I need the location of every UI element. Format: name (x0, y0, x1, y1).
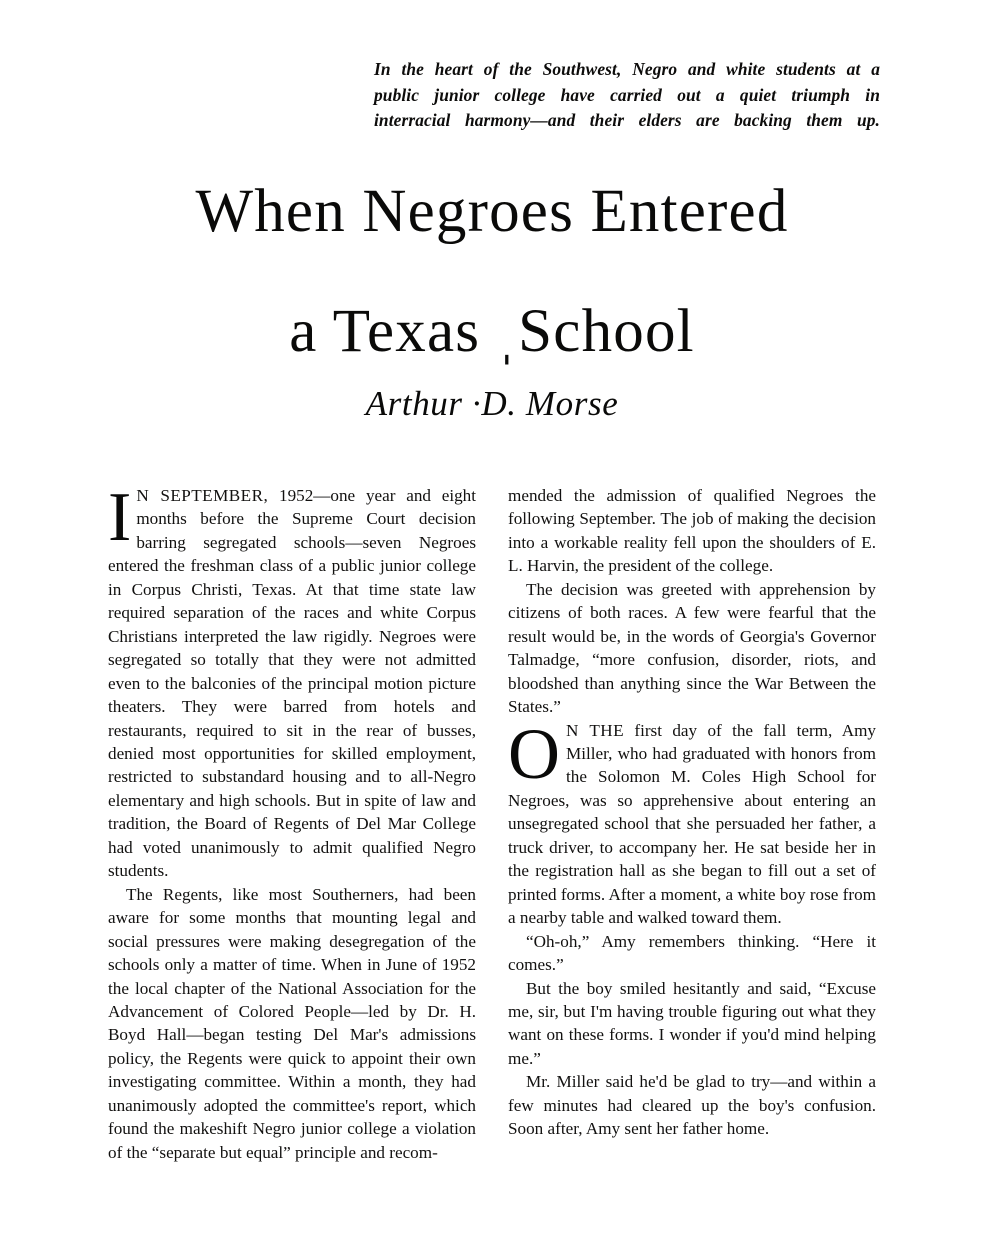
paragraph: But the boy smiled hesitantly and said, “Excuse me, sir, but I'm having trouble figuring out what they want on these forms. I wonder if you'd mind helping me.” (508, 978, 876, 1068)
byline-author: Arthur ·D. Morse (365, 384, 619, 423)
article-deck (374, 57, 880, 134)
smallcaps-run: N SEPTEMBER, (136, 486, 269, 505)
paragraph: mended the admission of qualified Negroes the following September. The job of making the decision into a workable reality fell upon the shoulders of E. L. Harvin, the president of the college. (508, 486, 876, 576)
smallcaps-run: N THE (566, 720, 624, 740)
paragraph: The Regents, like most Southerners, had been aware for some months that mounting legal and social pressures were making desegregation of the schools only a matter of time. When in June of 1952 the local chapter of the National Association for the Advancement of Colored People—led by Dr. H. Boyd Hall—began testing Del Mar's admissions policy, the Regents were quick to appoint their own investigating committee. Within a month, they had unanimously adopted the committee's report, which found the makeshift Negro junior college a violation of the “separate but equal” principle and recom- (108, 884, 476, 1162)
paragraph (108, 479, 477, 883)
dropcap-o: O (508, 713, 560, 794)
dropcap-i: I (108, 479, 132, 556)
paragraph-text: 1952—one year and eight months before the Supreme Court decision barring segregated schools—seven Negroes entered the freshman class of a public junior college in Corpus Christi, Texas. At that time state law required separation of the races and white Corpus Christians interpreted the law rigidly. Negroes were segregated so totally that they were not admitted even to the balconies of the principal motion picture theaters. They were barred from hotels and restaurants, required to sit in the rear of busses, denied most opportunities for skilled employment, restricted to substandard housing and to all-Negro elementary and high schools. But in spite of law and tradition, the Board of Regents of Del Mar College had voted unanimously to admit qualified Negro students. (108, 486, 477, 881)
paragraph-text: first day of the fall term, Amy Miller, who had graduated with honors from the Solomon M. Coles High School for Negroes, was so apprehensive about entering an unsegregated school that she persuaded her father, a truck driver, to accompany her. He sat beside her in the registration hall as she began to fill out a set of printed forms. After a moment, a white boy rose from a nearby table and walked toward them. (508, 720, 876, 928)
body-column-left (108, 479, 477, 1204)
body-column-right (508, 484, 876, 1204)
article-body (108, 479, 876, 1204)
deck-line-2: public junior college have carried out a quiet triumph in (374, 84, 880, 105)
paragraph: “Oh-oh,” Amy remembers thinking. “Here it comes.” (508, 931, 876, 975)
paragraph: Mr. Miller said he'd be glad to try—and within a few minutes had cleared up the boy's confusion. Soon after, Amy sent her father home. (508, 1072, 876, 1139)
paragraph (508, 713, 876, 930)
paragraph: The decision was greeted with apprehension by citizens of both races. A few were fearful that the result would be, in the words of Georgia's Governor Talmadge, “more confusion, disorder, riots, and bloodshed than anything since the War Between the States.” (508, 579, 876, 717)
deck-line-1: In the heart of the Southwest, Negro and white students at a (374, 59, 880, 79)
title-line-1: When Negroes Entered (195, 178, 789, 245)
deck-line-3: interracial harmony—and their elders are backing them up. (374, 110, 880, 130)
page-title (0, 176, 984, 368)
title-line-2: a Texas ˌSchool (289, 298, 695, 365)
